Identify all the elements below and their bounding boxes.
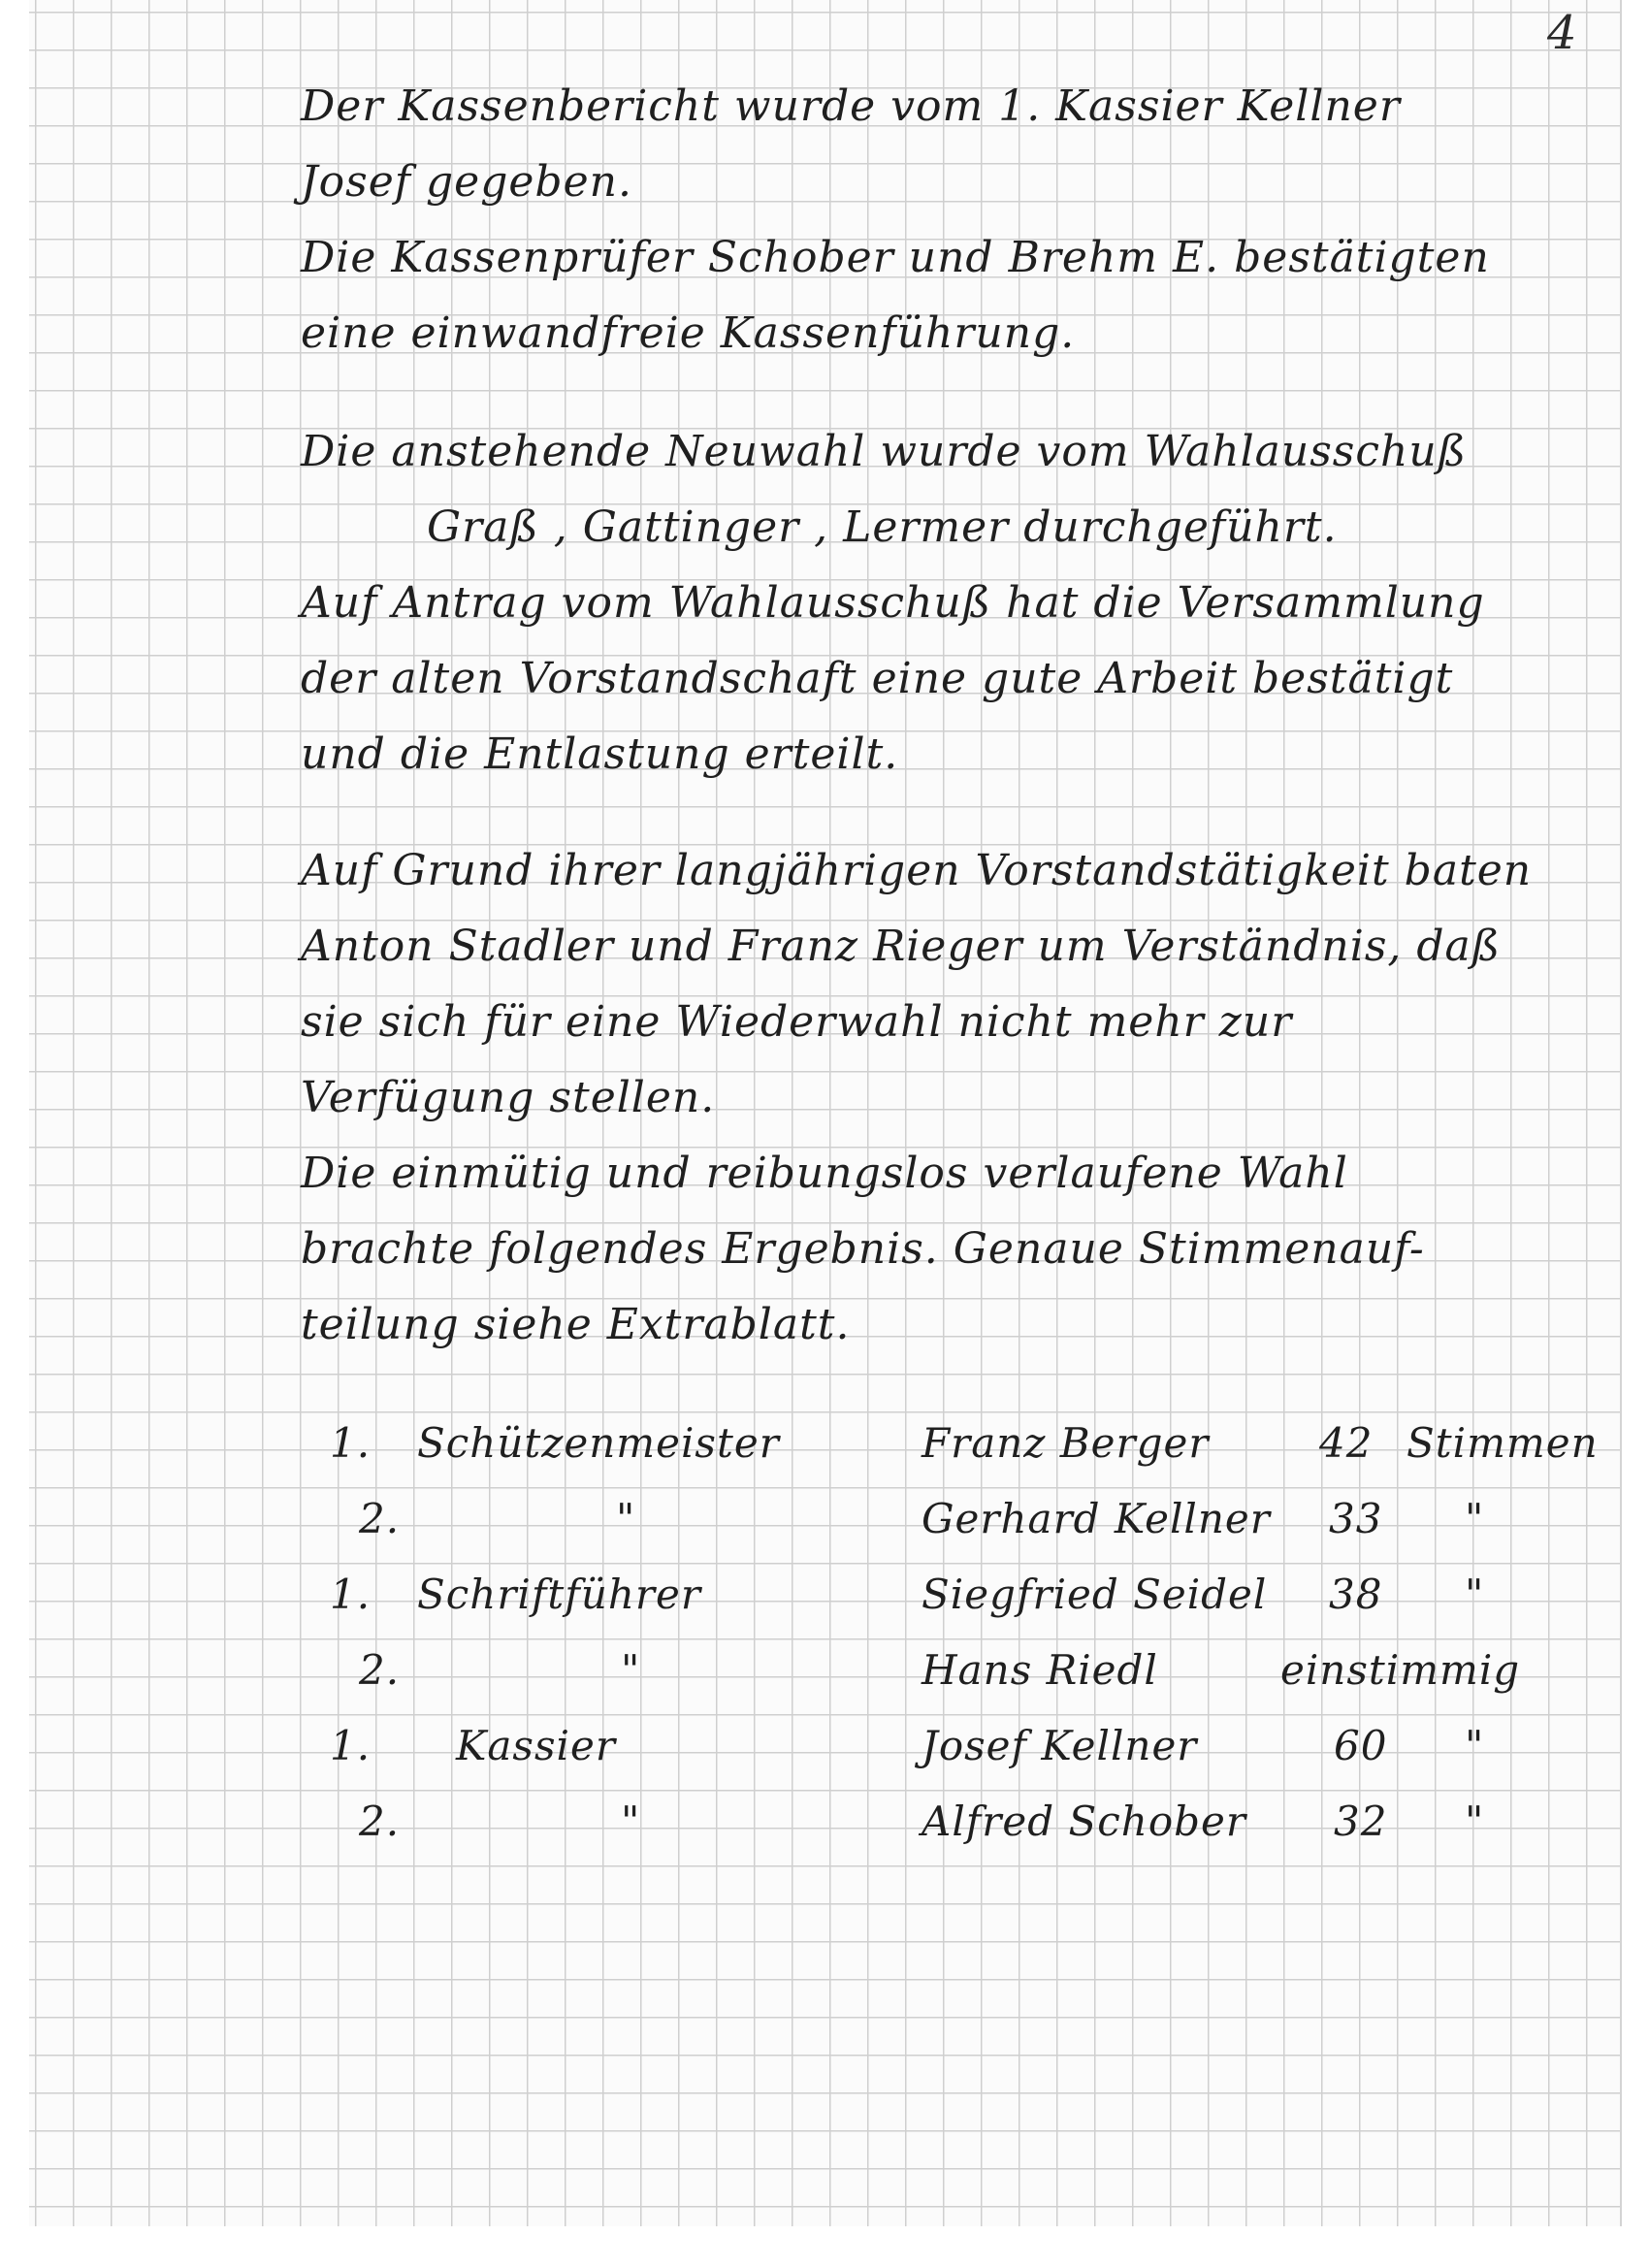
- result-rank: 1.: [330, 1419, 372, 1467]
- text-line: Die anstehende Neuwahl wurde vom Wahlausschuß: [301, 427, 1468, 476]
- result-rank: 1.: [330, 1571, 372, 1618]
- text-line: Die einmütig und reibungslos verlaufene Wahl: [301, 1149, 1348, 1198]
- text-line: Verfügung stellen.: [301, 1073, 716, 1122]
- page-number: 4: [1547, 6, 1577, 60]
- result-votes: 33: [1329, 1495, 1383, 1542]
- result-votes: 32: [1334, 1798, 1388, 1845]
- text-line: Josef gegeben.: [301, 157, 632, 207]
- text-line: Die Kassenprüfer Schober und Brehm E. bestätigten: [301, 233, 1490, 282]
- result-rank: 1.: [330, 1722, 372, 1769]
- text-line: und die Entlastung erteilt.: [301, 729, 899, 779]
- text-line: eine einwandfreie Kassenführung.: [301, 308, 1076, 358]
- result-office: Kassier: [456, 1722, 616, 1769]
- result-office: ": [621, 1646, 641, 1694]
- grid-paper-page: [29, 0, 1622, 2226]
- text-line: Auf Grund ihrer langjährigen Vorstandstätigkeit baten: [301, 846, 1533, 895]
- result-name: Siegfried Seidel: [922, 1571, 1268, 1618]
- result-rank: 2.: [359, 1495, 401, 1542]
- result-rank: 2.: [359, 1646, 401, 1694]
- result-name: Alfred Schober: [922, 1798, 1246, 1845]
- text-line: Der Kassenbericht wurde vom 1. Kassier Kellner: [301, 81, 1401, 131]
- result-unit: Stimmen: [1406, 1419, 1599, 1467]
- result-unit: ": [1465, 1571, 1485, 1618]
- result-rank: 2.: [359, 1798, 401, 1845]
- text-line: teilung siehe Extrablatt.: [301, 1300, 851, 1349]
- result-votes: 42: [1319, 1419, 1374, 1467]
- result-office: ": [621, 1798, 641, 1845]
- result-unit: ": [1465, 1798, 1485, 1845]
- result-office: Schützenmeister: [417, 1419, 780, 1467]
- result-office: Schriftführer: [417, 1571, 701, 1618]
- result-votes: 38: [1329, 1571, 1383, 1618]
- text-line: Graß , Gattinger , Lermer durchgeführt.: [427, 502, 1338, 552]
- text-line: der alten Vorstandschaft eine gute Arbeit bestätigt: [301, 654, 1454, 703]
- result-votes: einstimmig: [1280, 1646, 1521, 1694]
- text-line: sie sich für eine Wiederwahl nicht mehr zur: [301, 997, 1293, 1047]
- result-name: Franz Berger: [922, 1419, 1210, 1467]
- result-name: Gerhard Kellner: [922, 1495, 1271, 1542]
- result-unit: ": [1465, 1495, 1485, 1542]
- text-line: brachte folgendes Ergebnis. Genaue Stimmenauf-: [301, 1224, 1425, 1274]
- result-name: Hans Riedl: [922, 1646, 1158, 1694]
- result-name: Josef Kellner: [922, 1722, 1198, 1769]
- text-line: Auf Antrag vom Wahlausschuß hat die Versammlung: [301, 578, 1485, 628]
- result-unit: ": [1465, 1722, 1485, 1769]
- result-votes: 60: [1334, 1722, 1388, 1769]
- result-office: ": [616, 1495, 636, 1542]
- text-line: Anton Stadler und Franz Rieger um Verständnis, daß: [301, 922, 1502, 971]
